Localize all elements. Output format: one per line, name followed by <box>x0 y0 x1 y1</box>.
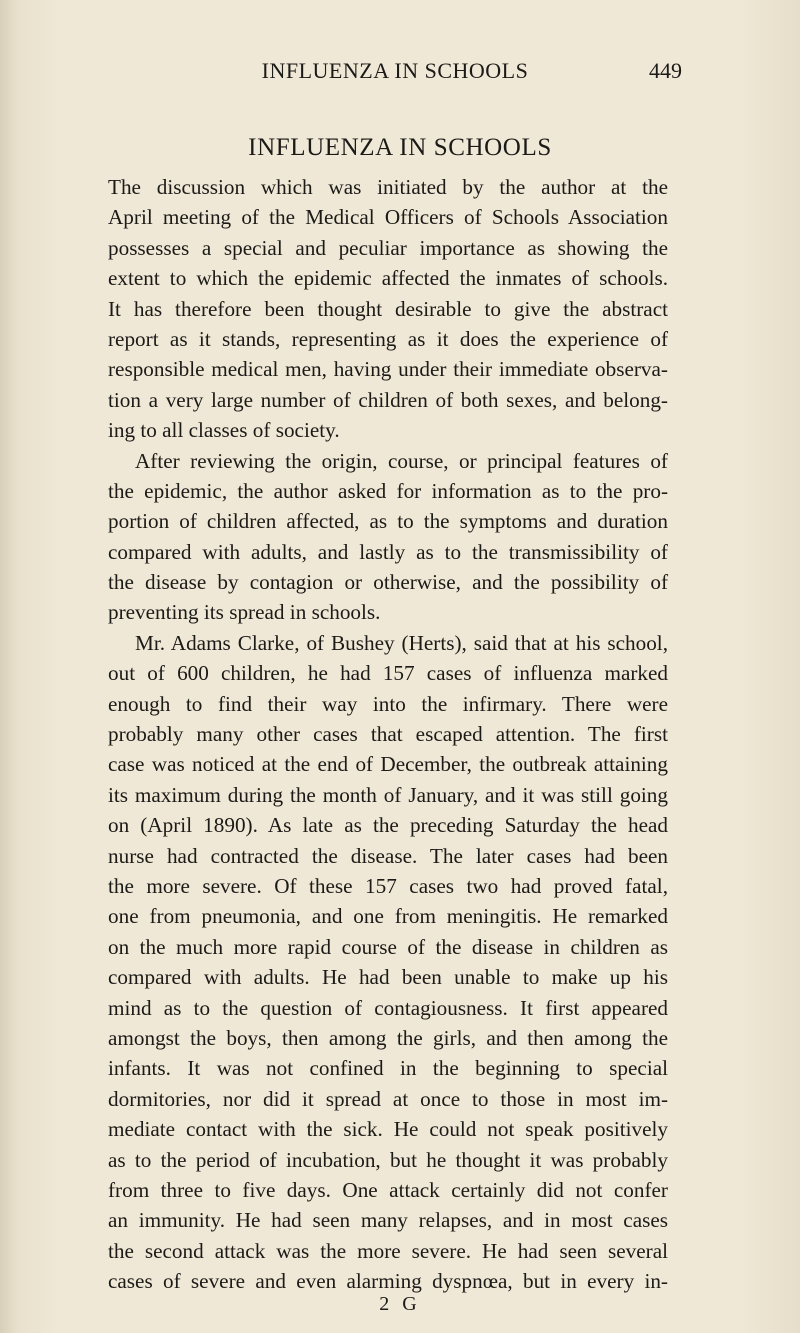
text-line: an immunity. He had seen many relapses, and in most cases <box>108 1208 668 1233</box>
text-line: the more severe. Of these 157 cases two had proved fatal, <box>108 873 668 898</box>
chapter-title: INFLUENZA IN SCHOOLS <box>248 134 552 161</box>
body-text <box>108 172 668 1296</box>
text-line: as to the period of incubation, but he thought it was probably <box>108 1147 668 1172</box>
text-line: responsible medical men, having under their immediate observa- <box>108 357 668 382</box>
running-head <box>108 52 682 86</box>
text-line: April meeting of the Medical Officers of Schools Association <box>108 205 668 230</box>
text-line: one from pneumonia, and one from meningitis. He remarked <box>108 904 668 929</box>
text-line: from three to five days. One attack certainly did not confer <box>108 1177 668 1202</box>
text-line: probably many other cases that escaped attention. The first <box>108 722 668 747</box>
text-line: on (April 1890). As late as the preceding Saturday the head <box>108 813 668 838</box>
text-line: ing to all classes of society. <box>108 418 340 443</box>
text-line: After reviewing the origin, course, or principal features of <box>135 448 668 473</box>
text-line: dormitories, nor did it spread at once to those in most im- <box>108 1086 668 1111</box>
text-line: Mr. Adams Clarke, of Bushey (Herts), said that at his school, <box>135 630 668 655</box>
text-line: on the much more rapid course of the disease in children as <box>108 934 668 959</box>
text-line: The discussion which was initiated by the author at the <box>108 175 668 199</box>
text-line: mediate contact with the sick. He could not speak positively <box>108 1117 668 1142</box>
text-line: preventing its spread in schools. <box>108 600 381 625</box>
signature-mark: 2 G <box>379 1293 421 1315</box>
text-line: amongst the boys, then among the girls, and then among the <box>108 1025 668 1050</box>
text-line: nurse had contracted the disease. The later cases had been <box>108 843 668 868</box>
text-line: the epidemic, the author asked for information as to the pro- <box>108 478 668 503</box>
text-line: the disease by contagion or otherwise, and the possibility of <box>108 570 668 595</box>
text-line: the second attack was the more severe. He had seen several <box>108 1238 668 1263</box>
text-line: case was noticed at the end of December, the outbreak attaining <box>108 752 668 777</box>
text-line: cases of severe and even alarming dyspnœa, but in every in- <box>108 1269 668 1294</box>
text-line: its maximum during the month of January, and it was still going <box>108 782 668 807</box>
text-line: tion a very large number of children of both sexes, and belong- <box>108 387 668 412</box>
text-line: It has therefore been thought desirable to give the abstract <box>108 296 668 321</box>
text-line: report as it stands, representing as it does the experience of <box>108 326 668 351</box>
text-line: infants. It was not confined in the beginning to special <box>108 1056 668 1081</box>
text-line: out of 600 children, he had 157 cases of influenza marked <box>108 661 668 686</box>
text-line: mind as to the question of contagiousness. It first appeared <box>108 995 668 1020</box>
running-title: INFLUENZA IN SCHOOLS <box>261 58 529 83</box>
text-line: portion of children affected, as to the symptoms and duration <box>108 509 668 534</box>
text-line: enough to find their way into the infirmary. There were <box>108 691 668 716</box>
text-line: compared with adults. He had been unable to make up his <box>108 965 668 990</box>
text-line: extent to which the epidemic affected the inmates of schools. <box>108 266 668 291</box>
text-line: possesses a special and peculiar importance as showing the <box>108 235 668 260</box>
page-number: 449 <box>649 58 682 83</box>
text-line: compared with adults, and lastly as to the transmissibility of <box>108 539 668 564</box>
